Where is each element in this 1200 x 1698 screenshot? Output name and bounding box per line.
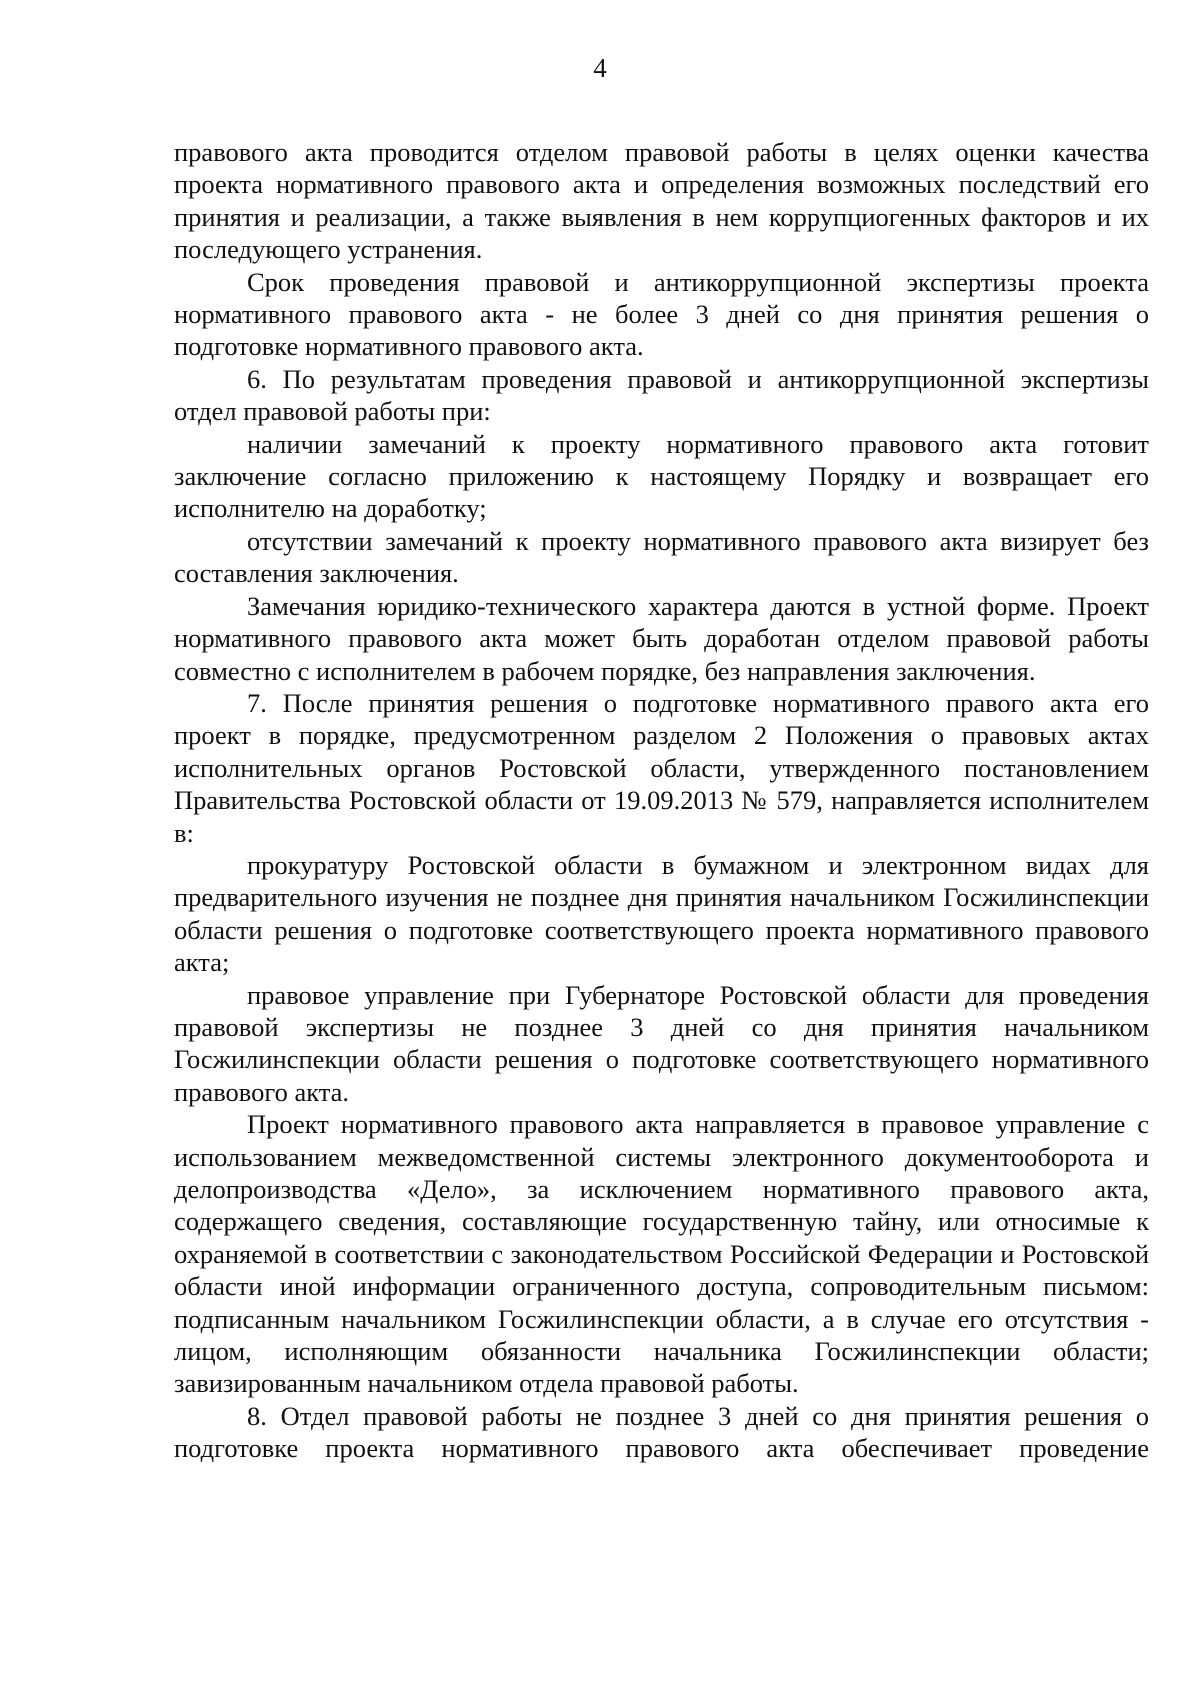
paragraph-6: Замечания юридико-технического характера даются в устной форме. Проект нормативного правового акта может быть доработан отделом правовой работы совместно с исполнителем в рабочем порядке, без направления заключения. [174, 590, 1149, 686]
paragraph-3: 6. По результатам проведения правовой и антикоррупционной экспертизы отдел правовой работы при: [174, 363, 1149, 427]
paragraph-7: 7. После принятия решения о подготовке нормативного правого акта его проект в порядке, предусмотренном разделом 2 Положения о правовых актах исполнительных органов Ростовской области, утвержденного постановлением Правительства Ростовской области от 19.09.2013 № 579, направляется исполнителем в: [174, 687, 1149, 848]
paragraph-4: наличии замечаний к проекту нормативного правового акта готовит заключение согласно приложению к настоящему Порядку и возвращает его исполнителю на доработку; [174, 428, 1149, 524]
paragraph-8: прокуратуру Ростовской области в бумажном и электронном видах для предварительного изучения не позднее дня принятия начальником Госжилинспекции области решения о подготовке соответствующего проекта нормативного правового акта; [174, 849, 1149, 978]
paragraph-2: Срок проведения правовой и антикоррупционной экспертизы проекта нормативного правового акта - не более 3 дней со дня принятия решения о подготовке нормативного правового акта. [174, 266, 1149, 362]
paragraph-11: 8. Отдел правовой работы не позднее 3 дней со дня принятия решения о подготовке проекта нормативного правового акта обеспечивает проведение [174, 1400, 1149, 1464]
paragraph-1: правового акта проводится отделом правовой работы в целях оценки качества проекта нормативного правового акта и определения возможных последствий его принятия и реализации, а также выявления в нем коррупциогенных факторов и их последующего устранения. [174, 137, 1149, 265]
paragraph-5: отсутствии замечаний к проекту нормативного правового акта визирует без составления заключения. [174, 525, 1149, 589]
paragraph-10: Проект нормативного правового акта направляется в правовое управление с использованием межведомственной системы электронного документооборота и делопроизводства «Дело», за исключением нормативного правового акта, содержащего сведения, составляющие государственную тайну, или относимые к охраняемой в соответствии с законодательством Российской Федерации и Ростовской области иной информации ограниченного доступа, сопроводительным письмом: подписанным начальником Госжилинспекции области, а в случае его отсутствия - лицом, исполняющим обязанности начальника Госжилинспекции области; завизированным начальником отдела правовой работы. [174, 1109, 1149, 1399]
paragraph-9: правовое управление при Губернаторе Ростовской области для проведения правовой экспертизы не позднее 3 дней со дня принятия начальником Госжилинспекции области решения о подготовке соответствующего нормативного правового акта. [174, 979, 1149, 1107]
page-number: 4 [593, 53, 607, 83]
document-body [174, 136, 1149, 1465]
